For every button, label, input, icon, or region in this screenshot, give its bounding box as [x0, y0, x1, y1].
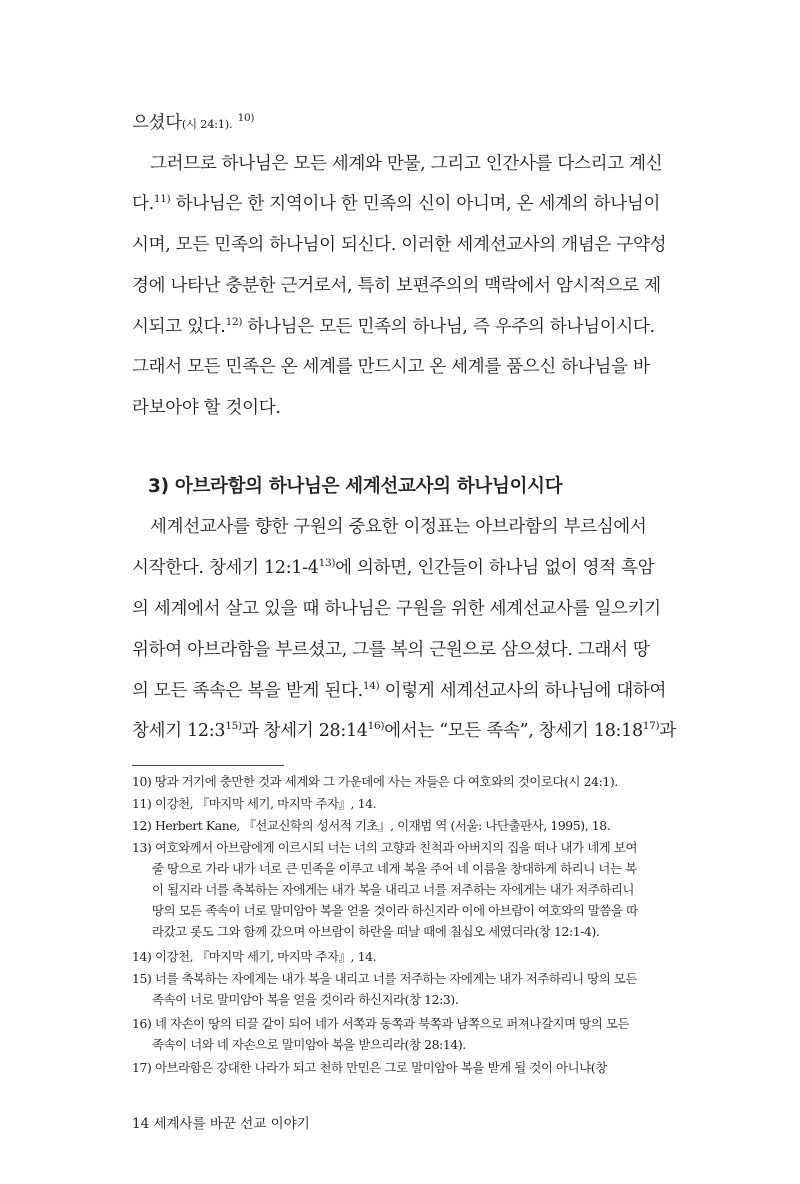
body-text: 다. — [132, 194, 154, 214]
footnote-continuation: 땅의 모든 족속이 너로 말미암아 복을 얻을 것이라 하신지라 이에 아브람이 여호와의 말씀을 따 — [152, 903, 638, 918]
body-line — [132, 314, 668, 340]
footnote-divider — [132, 765, 284, 766]
body-text: 시며, 모든 민족의 하나님이 되신다. 이러한 세계선교사의 개념은 구약성 — [132, 235, 667, 255]
footnote: 14) 이강천, 『마지막 세기, 마지막 주자』, 14. — [132, 949, 377, 964]
body-line — [150, 514, 668, 540]
body-line — [132, 110, 668, 137]
body-line — [132, 395, 668, 421]
body-text: 하나님은 한 지역이나 한 민족의 신이 아니며, 온 세계의 하나님이 — [170, 194, 661, 214]
body-text: 에 의하면, 인간들이 하나님 없이 영적 흑암 — [335, 558, 655, 578]
body-text: 그래서 모든 민족은 온 세계를 만드시고 온 세계를 품으신 하나님을 바 — [132, 357, 650, 377]
footnote: 12) Herbert Kane, 『선교신학의 성서적 기초』, 이재범 역 (서울: 나단출판사, 1995), 18. — [132, 818, 611, 833]
footnote-continuation: 족속이 너로 말미암아 복을 얻을 것이라 하신지라(창 12:3). — [152, 992, 459, 1007]
body-text: 창세기 12:3 — [132, 721, 226, 741]
body-line — [132, 596, 668, 622]
footnote-ref[interactable]: 16) — [367, 720, 385, 732]
body-line — [132, 354, 668, 380]
body-line — [132, 555, 668, 581]
footnote-continuation: 라갔고 롯도 그와 함께 갔으며 아브람이 하란을 떠날 때에 칠십오 세였더라(창 12:1-4). — [152, 924, 600, 939]
body-line — [150, 151, 668, 177]
footnote-ref[interactable]: 12) — [225, 316, 243, 328]
footnote: 10) 땅과 거기에 충만한 것과 세계와 그 가운데에 사는 자들은 다 여호와의 것이로다(시 24:1). — [132, 774, 618, 789]
footnote-continuation: 족속이 너와 네 자손으로 말미암아 복을 받으리라(창 28:14). — [152, 1037, 466, 1052]
body-text: 위하여 아브라함을 부르셨고, 그를 복의 근원으로 삼으셨다. 그래서 땅 — [132, 640, 650, 660]
body-text: 그러므로 하나님은 모든 세계와 만물, 그리고 인간사를 다스리고 계신 — [150, 154, 663, 174]
footnote: 11) 이강천, 『마지막 세기, 마지막 주자』, 14. — [132, 796, 377, 811]
footnote: 17) 아브라함은 강대한 나라가 되고 천하 만민은 그로 말미암아 복을 받게 될 것이 아니냐(창 — [132, 1060, 607, 1075]
body-line — [132, 718, 676, 744]
body-text: 이렇게 세계선교사의 하나님에 대하여 — [379, 681, 667, 701]
footnote-ref[interactable]: 17) — [642, 720, 660, 732]
footnote: 13) 여호와께서 아브람에게 이르시되 너는 너의 고향과 친척과 아버지의 집을 떠나 내가 네게 보여 — [132, 840, 638, 855]
body-text: 세계선교사를 향한 구원의 중요한 이정표는 아브라함의 부르심에서 — [150, 517, 647, 537]
citation: (시 24:1). — [181, 117, 233, 131]
body-text: 하나님은 모든 민족의 하나님, 즉 우주의 하나님이시다. — [242, 317, 655, 337]
body-line — [132, 637, 668, 663]
body-line — [132, 273, 668, 299]
footnote-ref[interactable]: 15) — [225, 720, 242, 732]
footnote-ref[interactable]: 13) — [318, 557, 336, 569]
body-text: 과 — [659, 721, 676, 741]
body-line — [132, 678, 668, 704]
footnote-ref[interactable]: 10) — [237, 112, 255, 124]
body-line — [132, 191, 668, 217]
section-heading: 3) 아브라함의 하나님은 세계선교사의 하나님이시다 — [148, 476, 563, 497]
body-text: 과 창세기 28:14 — [241, 721, 368, 741]
footnote-ref[interactable]: 14) — [362, 680, 380, 692]
body-text: 에서는 “모든 족속”, 창세기 18:18 — [384, 721, 643, 741]
body-text: 의 세계에서 살고 있을 때 하나님은 구원을 위한 세계선교사를 일으키기 — [132, 599, 661, 619]
body-text: 라보아야 할 것이다. — [132, 398, 281, 418]
footnote: 16) 네 자손이 땅의 티끌 같이 되어 네가 서쪽과 동쪽과 북쪽과 남쪽으로 퍼져나갈지며 땅의 모든 — [132, 1016, 630, 1031]
page-footer: 14 세계사를 바꾼 선교 이야기 — [132, 1116, 310, 1132]
footnote: 15) 너를 축복하는 자에게는 내가 복을 내리고 너를 저주하는 자에게는 내가 저주하리니 땅의 모든 — [132, 971, 638, 986]
body-text: 시작한다. 창세기 12:1-4 — [132, 558, 319, 578]
footnote-continuation: 줄 땅으로 가라 내가 너로 큰 민족을 이루고 네게 복을 주어 네 이름을 창대하게 하리니 너는 복 — [152, 861, 637, 876]
body-line — [132, 232, 668, 258]
footnote-continuation: 이 될지라 너를 축복하는 자에게는 내가 복을 내리고 너를 저주하는 자에게는 내가 저주하리니 — [152, 882, 635, 897]
body-text: 의 모든 족속은 복을 받게 된다. — [132, 681, 363, 701]
body-text: 경에 나타난 충분한 근거로서, 특히 보편주의의 맥락에서 암시적으로 제 — [132, 276, 661, 296]
footnote-ref[interactable]: 11) — [153, 193, 171, 205]
body-text: 으셨다 — [132, 113, 182, 133]
body-text: 시되고 있다. — [132, 317, 226, 337]
